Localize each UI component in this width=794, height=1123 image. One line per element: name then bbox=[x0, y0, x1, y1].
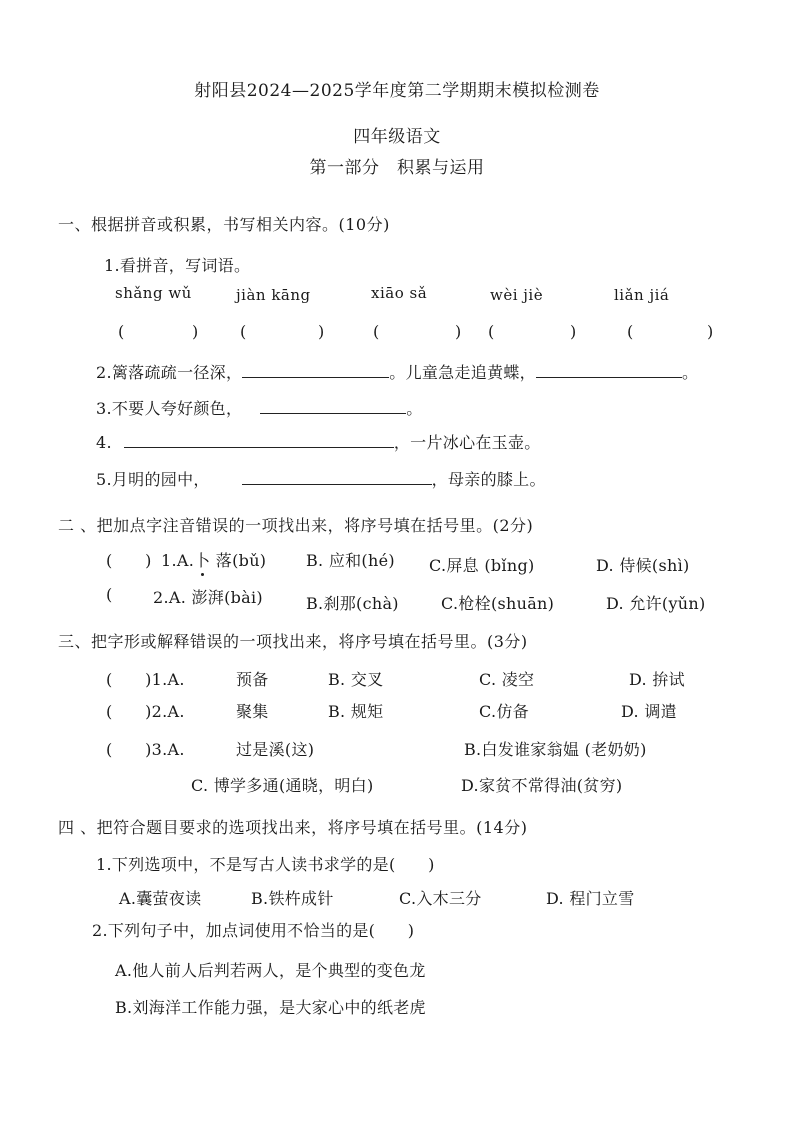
q1-item4-b: ，一片冰心在玉壶。 bbox=[393, 433, 541, 452]
pinyin-2: jiàn kāng bbox=[236, 286, 311, 304]
q1-item4-a: 4. bbox=[96, 433, 112, 452]
q3-r3-num: ( )3.A. bbox=[106, 740, 185, 759]
q4-sub2: 2.下列句子中，加点词使用不恰当的是( ) bbox=[92, 921, 415, 940]
q3-r2-c: C.仿备 bbox=[479, 702, 529, 721]
fill-blank[interactable] bbox=[260, 399, 406, 414]
pinyin-4: wèi jiè bbox=[490, 286, 544, 304]
q4-s1-opt-c: C.入木三分 bbox=[399, 889, 482, 908]
q2-r1-paren[interactable]: ( ) bbox=[106, 551, 152, 570]
q3-r4-d: D.家贫不常得油(贫穷) bbox=[461, 776, 623, 795]
answer-paren-4-open: ( bbox=[488, 322, 495, 341]
q1-item2-b: 。儿童急走追黄蝶， bbox=[389, 363, 536, 382]
section-1-heading: 一、根据拼音或积累，书写相关内容。(10分) bbox=[58, 215, 390, 234]
q3-r2-d: D. 调遣 bbox=[621, 702, 677, 721]
section-4-heading: 四 、把符合题目要求的选项找出来，将序号填在括号里。(14分) bbox=[58, 818, 528, 837]
q4-s2-opt-b: B.刘海洋工作能力强，是大家心中的纸老虎 bbox=[115, 998, 426, 1017]
section-3-heading: 三、把字形或解释错误的一项找出来，将序号填在括号里。(3分) bbox=[58, 632, 528, 651]
dotted-char: 卜 bbox=[194, 551, 211, 570]
answer-paren-4-close: ) bbox=[570, 322, 577, 341]
exam-title: 射阳县2024—2025学年度第二学期期末模拟检测卷 bbox=[194, 81, 600, 101]
q2-r1-d: D. 侍候(shì) bbox=[596, 556, 690, 575]
pinyin-3: xiāo sǎ bbox=[371, 284, 428, 302]
q2-r1-c: C.屏息 (bǐng) bbox=[429, 556, 535, 575]
q1-item4 bbox=[96, 430, 541, 453]
q3-r2-num: ( )2.A. bbox=[106, 702, 185, 721]
q3-r4-c: C. 博学多通(通晓，明白) bbox=[191, 776, 374, 795]
q2-r1-a: 1.A.卜 落(bǔ) bbox=[161, 551, 267, 570]
fill-blank[interactable] bbox=[242, 470, 432, 485]
q3-r1-num: ( )1.A. bbox=[106, 670, 185, 689]
q3-r3-b: B.白发谁家翁媪 (老奶奶) bbox=[464, 740, 647, 759]
section-2-heading: 二 、把加点字注音错误的一项找出来，将序号填在括号里。(2分) bbox=[58, 516, 534, 535]
answer-paren-2-close: ) bbox=[318, 322, 325, 341]
q1-item2 bbox=[96, 360, 698, 383]
q1-item3-a: 3.不要人夸好颜色， bbox=[96, 399, 243, 418]
q3-r1-b: B. 交叉 bbox=[328, 670, 384, 689]
q4-s1-opt-b: B.铁杵成针 bbox=[251, 889, 334, 908]
answer-paren-3-open: ( bbox=[373, 322, 380, 341]
part-title: 第一部分 积累与运用 bbox=[309, 158, 485, 178]
answer-paren-1-open: ( bbox=[118, 322, 125, 341]
pinyin-1: shǎng wǔ bbox=[115, 284, 192, 302]
q4-s1-opt-d: D. 程门立雪 bbox=[546, 889, 635, 908]
answer-paren-2-open: ( bbox=[240, 322, 247, 341]
answer-paren-1-close: ) bbox=[192, 322, 199, 341]
q2-r2-b: B.刹那(chà) bbox=[306, 594, 399, 613]
fill-blank[interactable] bbox=[242, 363, 389, 378]
fill-blank[interactable] bbox=[124, 433, 394, 448]
q1-item5 bbox=[96, 467, 546, 490]
answer-paren-5-open: ( bbox=[627, 322, 634, 341]
q3-r1-a: 预备 bbox=[236, 670, 269, 689]
q1-item5-a: 5.月明的园中， bbox=[96, 470, 210, 489]
q1-item2-a: 2.篱落疏疏一径深， bbox=[96, 363, 243, 382]
q2-r1-b: B. 应和(hé) bbox=[306, 551, 395, 570]
q2-r2-a: 2.A. 澎湃(bài) bbox=[153, 588, 263, 607]
q4-s2-opt-a: A.他人前人后判若两人，是个典型的变色龙 bbox=[115, 961, 426, 980]
q1-item3 bbox=[96, 396, 423, 419]
subject-title: 四年级语文 bbox=[353, 127, 441, 147]
q1-item3-b: 。 bbox=[406, 399, 423, 418]
pinyin-5: liǎn jiá bbox=[614, 286, 670, 304]
q3-r1-d: D. 拚试 bbox=[629, 670, 685, 689]
answer-paren-3-close: ) bbox=[455, 322, 462, 341]
q3-r2-b: B. 规矩 bbox=[328, 702, 384, 721]
q1-item5-b: ，母亲的膝上。 bbox=[431, 470, 546, 489]
q3-r2-a: 聚集 bbox=[236, 702, 269, 721]
q2-r2-c: C.枪栓(shuān) bbox=[441, 594, 555, 613]
q1-sub1: 1.看拼音，写词语。 bbox=[104, 256, 251, 275]
fill-blank[interactable] bbox=[536, 363, 682, 378]
q2-r2-paren[interactable]: ( bbox=[106, 585, 113, 604]
q4-s1-opt-a: A.囊萤夜读 bbox=[119, 889, 202, 908]
answer-paren-5-close: ) bbox=[707, 322, 714, 341]
q2-r2-d: D. 允许(yǔn) bbox=[606, 594, 706, 613]
q3-r3-a: 过是溪(这) bbox=[236, 740, 315, 759]
q1-item2-c: 。 bbox=[681, 363, 699, 382]
q4-sub1: 1.下列选项中，不是写古人读书求学的是( ) bbox=[96, 855, 435, 874]
q3-r1-c: C. 凌空 bbox=[479, 670, 535, 689]
